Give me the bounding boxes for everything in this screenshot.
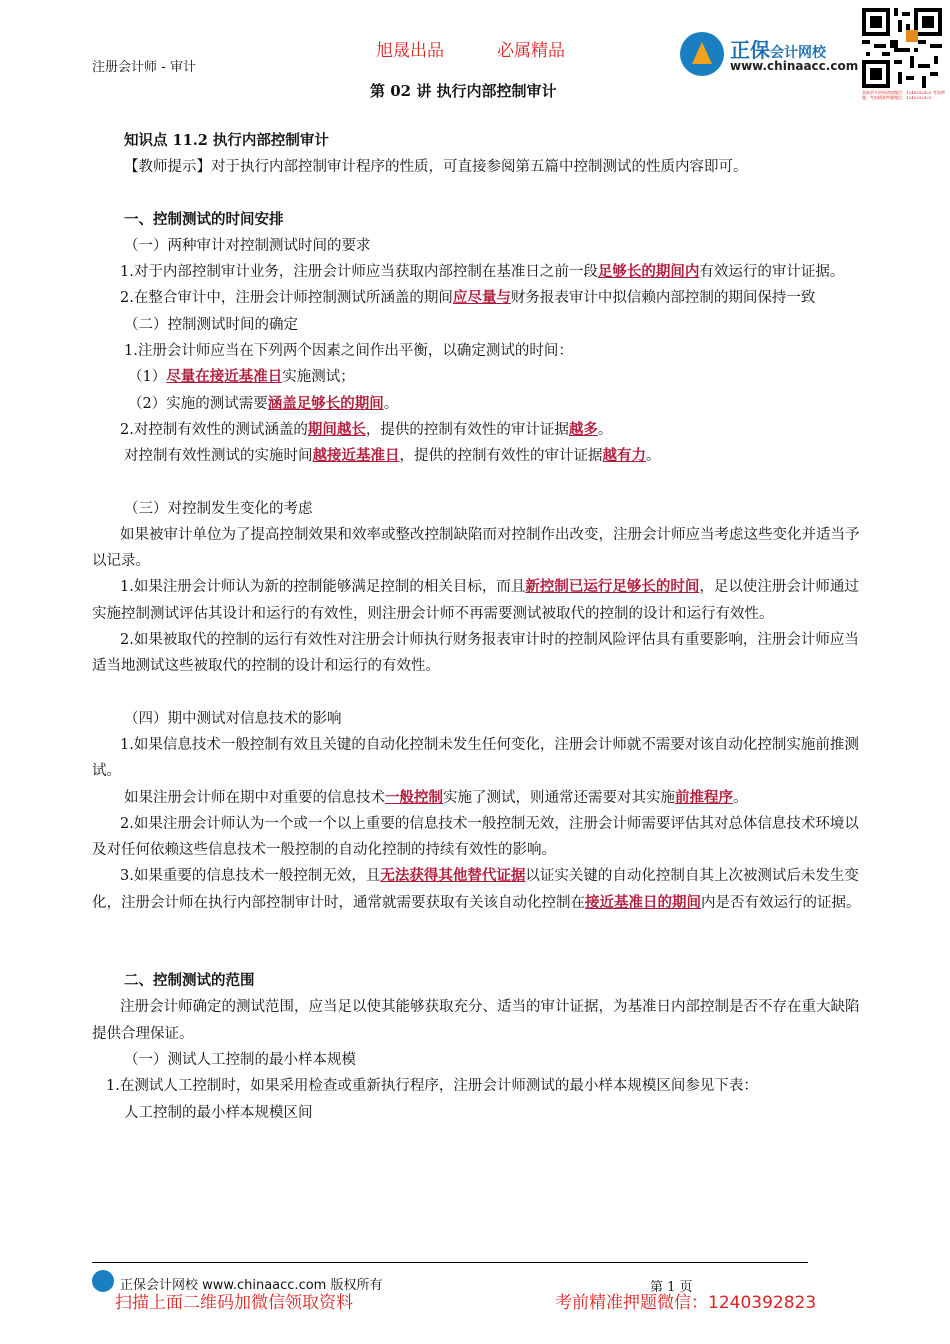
highlight: 一般控制 [385, 788, 443, 806]
logo-sub: 会计网校 [770, 45, 826, 61]
slogan-right: 必属精品 [497, 41, 565, 61]
qr-code-icon[interactable] [862, 8, 942, 88]
footer-divider [92, 1262, 808, 1263]
section2-title: 二、控制测试的范围 [124, 972, 255, 990]
footer-promo-right: 考前精准押题微信：1240392823 [555, 1293, 817, 1313]
logo-name: 正保 [730, 38, 770, 62]
paragraph: 如果被审计单位为了提高控制效果和效率或整改控制缺陷而对控制作出改变，注册会计师应当考虑这些变化并适当予以记录。 [92, 526, 860, 570]
paragraph: （2）实施的测试需要涵盖足够长的期间。 [128, 394, 399, 412]
highlight: 新控制已运行足够长的时间 [525, 578, 700, 596]
paragraph: 注册会计师确定的测试范围，应当足以使其能够获取充分、适当的审计证据，为基准日内部控制是否不存在重大缺陷提供合理保证。 [92, 999, 860, 1042]
paragraph: 1.如果信息技术一般控制有效且关键的自动化控制未发生任何变化，注册会计师就不需要对该自动化控制实施前推测试。 [92, 736, 859, 780]
teacher-tip: 【教师提示】对于执行内部控制审计程序的性质，可直接参阅第五篇中控制测试的性质内容即可。 [124, 159, 748, 176]
section2-sub1: （一）测试人工控制的最小样本规模 [124, 1051, 356, 1068]
lecture-title: 第 02 讲 执行内部控制审计 [370, 82, 557, 100]
highlight: 越接近基准日 [312, 447, 400, 465]
section1-title: 一、控制测试的时间安排 [124, 210, 284, 228]
header-course-label: 注册会计师 - 审计 [92, 60, 196, 75]
logo-url: www.chinaacc.com [730, 59, 859, 73]
footer-logo-icon [92, 1270, 114, 1292]
paragraph: 1.对于内部控制审计业务，注册会计师应当获取内部控制在基准日之前一段足够长的期间内有效运行的审计证据。 [120, 263, 845, 281]
highlight: 前推程序 [675, 788, 733, 806]
highlight: 涵盖足够长的期间 [267, 394, 384, 412]
paragraph: 2.对控制有效性的测试涵盖的期间越长，提供的控制有效性的审计证据越多。 [120, 420, 613, 438]
section1-sub4: （四）期中测试对信息技术的影响 [124, 710, 342, 727]
highlight: 应尽量与 [452, 289, 511, 307]
highlight: 越有力 [602, 447, 646, 465]
highlight: 尽量在接近基准日 [166, 368, 283, 386]
highlight: 无法获得其他替代证据 [380, 867, 526, 885]
highlight: 足够长的期间内 [597, 263, 700, 281]
paragraph: 2.如果被取代的控制的运行有效性对注册会计师执行财务报表审计时的控制风险评估具有重要影响，注册会计师应当适当地测试这些被取代的控制的设计和运行的有效性。 [92, 632, 859, 675]
paragraph: 2.在整合审计中，注册会计师控制测试所涵盖的期间应尽量与财务报表审计中拟信赖内部控制的期间保持一致 [120, 289, 816, 307]
paragraph: 3.如果重要的信息技术一般控制无效，且无法获得其他替代证据以证实关键的自动化控制自其上次被测试后未发生变化，注册会计师在执行内部控制审计时，通常就需要获取有关该自动化控制在接近基准日的期间内是否有效运行的证据。 [92, 867, 861, 911]
page-number: 第 1 页 [650, 1280, 693, 1295]
section1-sub3: （三）对控制发生变化的考虑 [124, 500, 313, 517]
highlight: 期间越长 [307, 420, 366, 438]
section1-sub1: （一）两种审计对控制测试时间的要求 [124, 237, 371, 254]
table-caption: 人工控制的最小样本规模区间 [124, 1104, 313, 1121]
paragraph: 1.如果注册会计师认为新的控制能够满足控制的相关目标，而且新控制已运行足够长的时间，足以使注册会计师通过实施控制测试评估其设计和运行的有效性，则注册会计师不再需要测试被取代的控制的设计和运行有效性。 [92, 578, 859, 622]
footer-copyright: 正保会计网校 www.chinaacc.com 版权所有 [120, 1278, 383, 1293]
paragraph: 对控制有效性测试的实施时间越接近基准日，提供的控制有效性的审计证据越有力。 [124, 447, 661, 465]
knowledge-point-title: 知识点 11.2 执行内部控制审计 [124, 132, 329, 149]
slogan-left: 旭晟出品 [376, 41, 444, 61]
highlight: 接近基准日的期间 [585, 893, 701, 911]
paragraph: 1.在测试人工控制时，如果采用检查或重新执行程序，注册会计师测试的最小样本规模区间参见下表： [106, 1078, 758, 1095]
logo-icon [680, 32, 724, 76]
chinaacc-logo[interactable] [680, 30, 860, 80]
document-body [92, 128, 862, 1126]
highlight: 越多 [568, 420, 598, 438]
paragraph: （1）尽量在接近基准日实施测试； [128, 368, 355, 386]
paragraph: 2.如果注册会计师认为一个或一个以上重要的信息技术一般控制无效，注册会计师需要评估其对总体信息技术环境以及对任何依赖这些信息技术一般控制的自动化控制的持续有效性的影响。 [92, 815, 859, 859]
paragraph: 1.注册会计师应当在下列两个因素之间作出平衡，以确定测试的时间： [124, 343, 573, 360]
section1-sub2: （二）控制测试时间的确定 [124, 316, 298, 333]
qr-caption: 获取更多资料请加微信：1240392823 考前押题，考前精准押题微信：1240392823 [862, 90, 945, 100]
footer-promo-left: 扫描上面二维码加微信领取资料 [115, 1293, 353, 1313]
paragraph: 如果注册会计师在期中对重要的信息技术一般控制实施了测试，则通常还需要对其实施前推程序。 [124, 788, 748, 806]
